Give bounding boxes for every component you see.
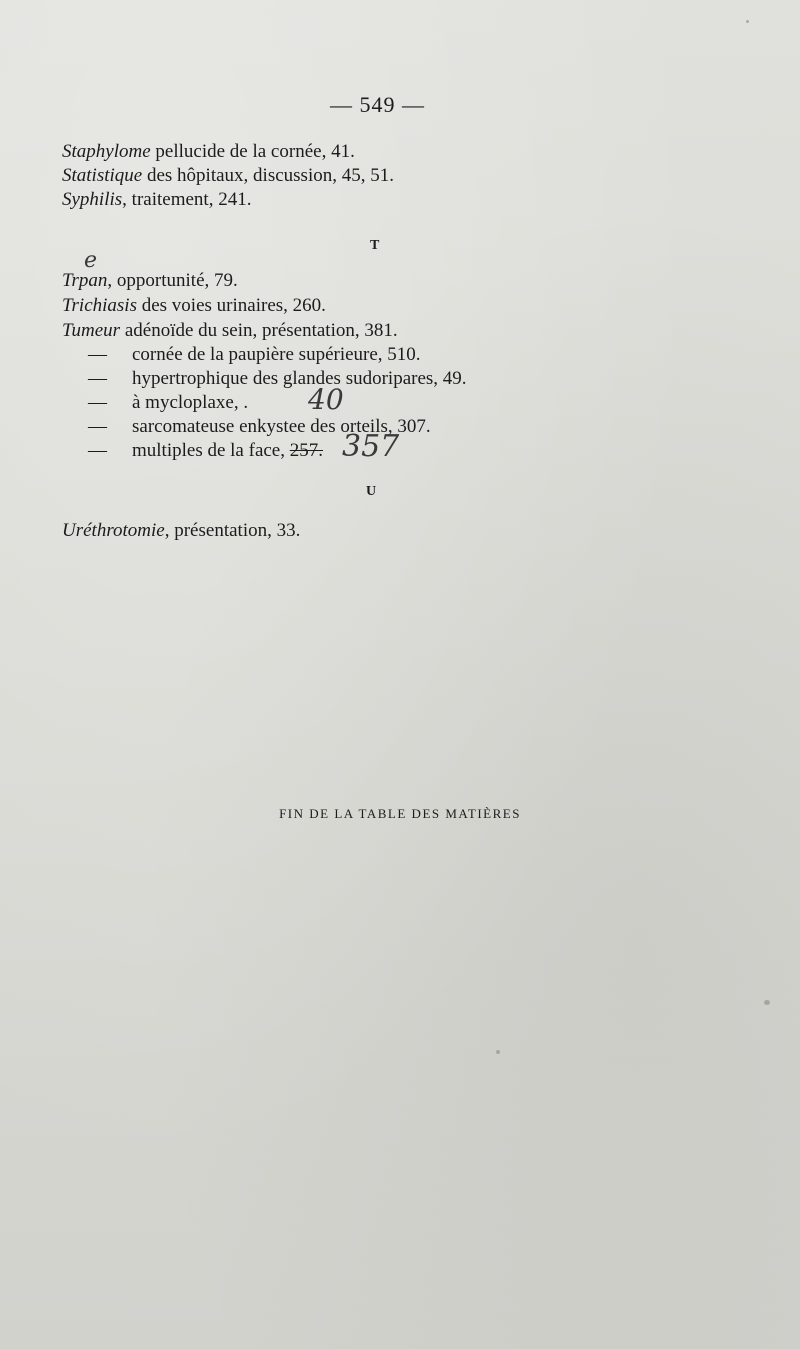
- entry-text: adénoïde du sein, présentation, 381.: [120, 320, 398, 341]
- subentry-text: sarcomateuse enkystee des orteils, 307.: [132, 416, 431, 437]
- index-entry-trichiasis: [62, 296, 326, 315]
- em-dash: —: [88, 344, 107, 365]
- handwritten-page-40: 40: [308, 383, 344, 416]
- entry-term: Staphylome: [62, 141, 151, 162]
- handwritten-page-357: 357: [342, 429, 400, 464]
- index-entry-statistique: [62, 166, 394, 185]
- index-entry-trepan: [62, 271, 238, 290]
- struck-page-number: 257.: [289, 440, 323, 461]
- index-subentry: [88, 345, 421, 364]
- entry-text: des voies urinaires, 260.: [136, 295, 326, 316]
- subentry-text: multiples de la face,: [132, 440, 285, 461]
- entry-text: , présentation, 33.: [164, 520, 301, 541]
- em-dash: —: [88, 416, 107, 437]
- entry-text: pellucide de la cornée, 41.: [150, 141, 355, 162]
- paper-speck: [496, 1050, 500, 1054]
- em-dash: —: [88, 368, 107, 389]
- entry-term: Trichiasis: [62, 295, 137, 316]
- paper-speck: [746, 20, 749, 23]
- entry-term: Uréthrotomie: [62, 520, 165, 541]
- entry-text: , opportunité, 79.: [107, 270, 238, 291]
- subentry-text: hypertrophique des glandes sudoripares, 49.: [132, 368, 467, 389]
- index-subentry: [88, 369, 467, 388]
- index-subentry: [88, 393, 248, 412]
- section-letter-t: T: [370, 238, 381, 253]
- em-dash: —: [88, 392, 107, 413]
- em-dash: —: [88, 440, 107, 461]
- end-of-table-caption: FIN DE LA TABLE DES MATIÈRES: [279, 806, 521, 821]
- index-subentry: [88, 441, 323, 460]
- handwritten-correction-e: e: [84, 248, 98, 273]
- entry-term: Tumeur: [62, 320, 121, 341]
- paper-speck: [764, 1000, 770, 1005]
- index-entry-syphilis: [62, 190, 251, 209]
- index-entry-tumeur: [62, 321, 398, 340]
- entry-term: Statistique: [62, 165, 143, 186]
- entry-text: , traitement, 241.: [122, 189, 252, 210]
- entry-term: Trpan: [62, 270, 108, 291]
- subentry-text: à mycloplaxe, .: [132, 392, 249, 413]
- entry-term: Syphilis: [62, 189, 123, 210]
- index-entry-urethrotomie: [62, 521, 300, 540]
- page-number: — 549 —: [330, 92, 425, 117]
- section-letter-u: U: [366, 484, 378, 499]
- entry-text: des hôpitaux, discussion, 45, 51.: [142, 165, 394, 186]
- subentry-text: cornée de la paupière supérieure, 510.: [132, 344, 421, 365]
- index-entry-staphylome: [62, 142, 355, 161]
